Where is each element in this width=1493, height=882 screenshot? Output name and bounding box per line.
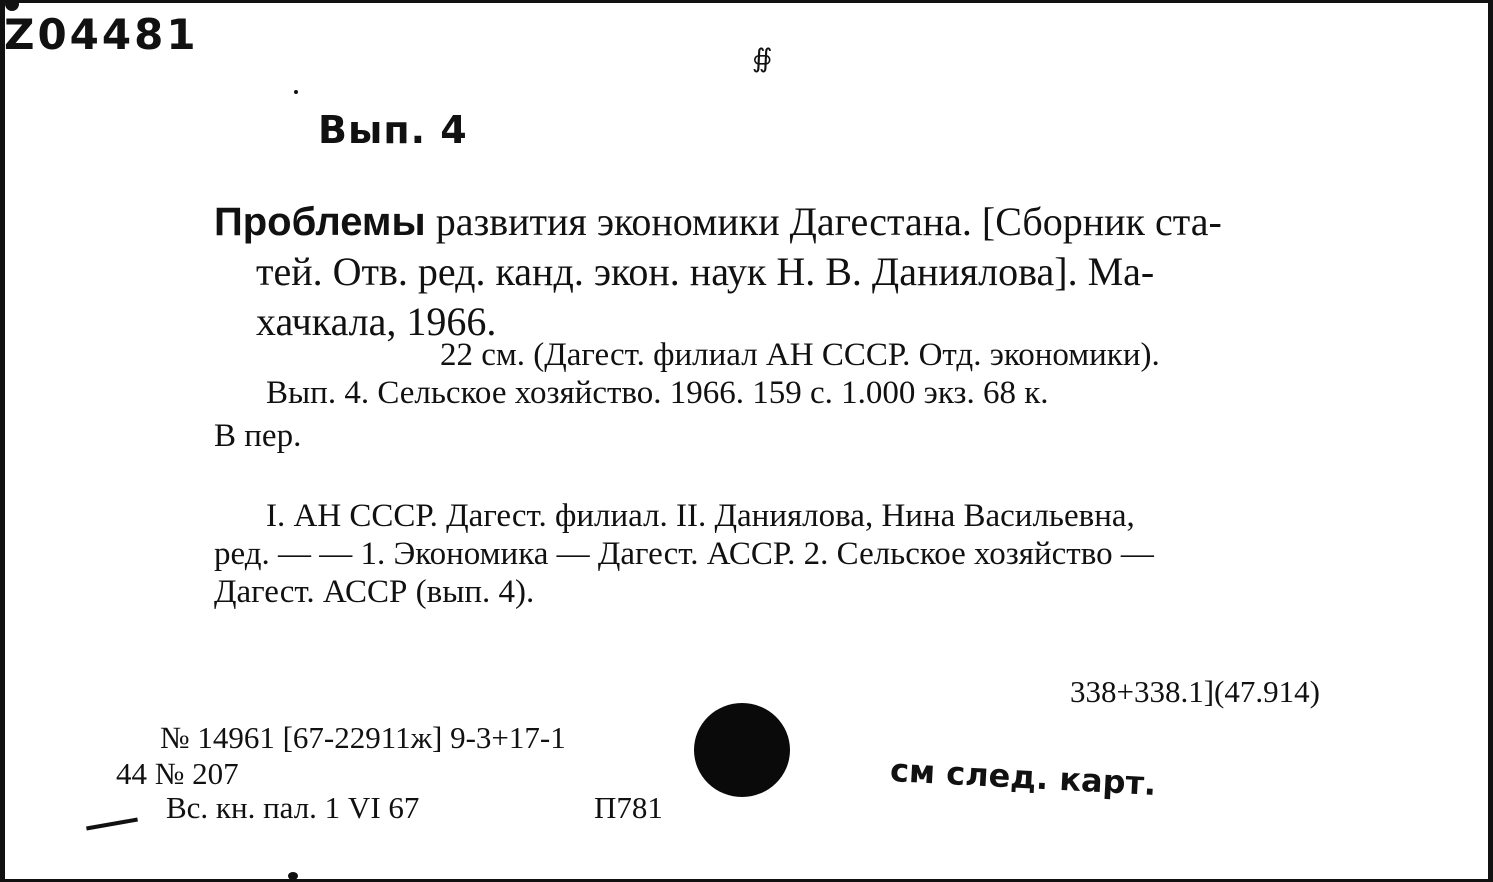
punch-hole bbox=[694, 703, 790, 797]
handwritten-mark: ∯ bbox=[752, 44, 773, 74]
ink-speck-bottom bbox=[288, 872, 298, 880]
tracing-line-1: I. АН СССР. Дагест. филиал. II. Даниялова, Нина Васильевна, bbox=[266, 498, 1135, 534]
imprint-line-1: № 14961 [67-22911ж] 9-3+17-1 bbox=[160, 720, 566, 755]
inventory-number: Z04481 bbox=[4, 10, 199, 59]
entry-line-5: Вып. 4. Сельское хозяйство. 1966. 159 с. 1.000 экз. 68 к. bbox=[266, 375, 1049, 411]
entry-line-6: В пер. bbox=[214, 418, 302, 454]
tracing-line-2: ред. — — 1. Экономика — Дагест. АССР. 2. Сельское хозяйство — bbox=[214, 536, 1154, 572]
classification-index: 338+338.1](47.914) bbox=[1070, 674, 1320, 709]
entry-title-lead: Проблемы bbox=[214, 200, 426, 244]
entry-line-3: хачкала, 1966. bbox=[256, 299, 497, 344]
entry-title-rest: развития экономики Дагестана. [Сборник ста- bbox=[425, 199, 1222, 244]
volume-note: Вып. 4 bbox=[318, 108, 468, 152]
entry-line-4: 22 см. (Дагест. филиал АН СССР. Отд. экономики). bbox=[440, 337, 1160, 373]
imprint-line-3: Вс. кн. пал. 1 VI 67 bbox=[166, 790, 420, 825]
see-next-card-stamp: см след. карт. bbox=[889, 751, 1158, 803]
entry-line-1 bbox=[214, 198, 1222, 245]
tracing-line-3: Дагест. АССР (вып. 4). bbox=[214, 574, 535, 610]
ink-speck bbox=[294, 90, 298, 94]
imprint-code: П781 bbox=[594, 790, 663, 825]
imprint-line-2: 44 № 207 bbox=[116, 756, 239, 791]
entry-line-2: тей. Отв. ред. канд. экон. наук Н. В. Даниялова]. Ма- bbox=[256, 249, 1155, 294]
